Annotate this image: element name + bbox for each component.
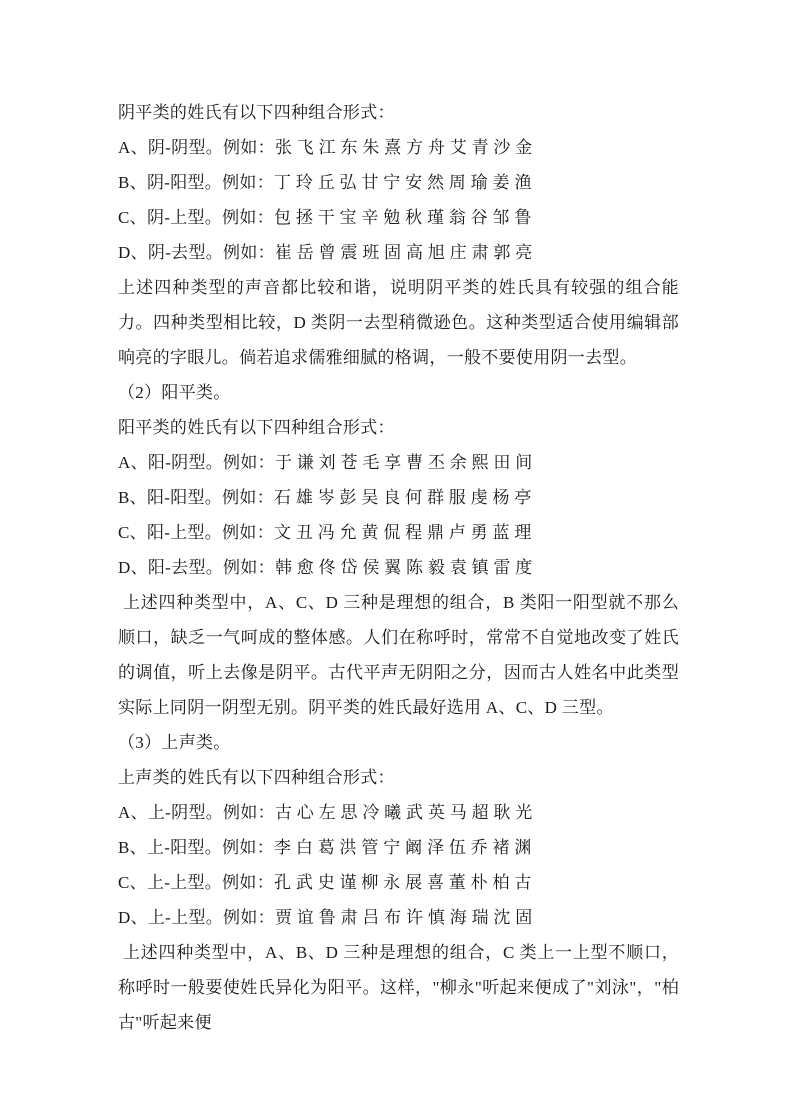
paragraph-example: B、阳-阳型。例如：石 雄 岑 彭 吴 良 何 群 服 虔 杨 亭 — [118, 488, 532, 507]
paragraph-example: B、上-阳型。例如：李 白 葛 洪 管 宁 阚 泽 伍 乔 褚 渊 — [118, 838, 532, 857]
document-text-block — [118, 95, 679, 1040]
paragraph-example: C、上-上型。例如：孔 武 史 谨 柳 永 展 喜 董 朴 柏 古 — [118, 873, 532, 892]
paragraph-example: A、上-阴型。例如：古 心 左 思 冷 曦 武 英 马 超 耿 光 — [118, 803, 533, 822]
paragraph-example: D、上-上型。例如：贾 谊 鲁 肃 吕 布 许 慎 海 瑞 沈 固 — [118, 908, 533, 927]
paragraph-example: C、阴-上型。例如：包 拯 干 宝 辛 勉 秋 瑾 翁 谷 邹 鲁 — [118, 208, 532, 227]
paragraph-heading: （2）阳平类。 — [118, 383, 231, 402]
paragraph-body: 上述四种类型中，A、B、D 三种是理想的组合，C 类上一上型不顺口，称呼时一般要使姓氏异化为阳平。这样，"柳永"听起来便成了"刘泳"，"柏古"听起来便 — [118, 943, 679, 1032]
paragraph-example: D、阳-去型。例如：韩 愈 佟 岱 侯 翼 陈 毅 袁 镇 雷 度 — [118, 558, 533, 577]
paragraph-example: C、阳-上型。例如：文 丑 冯 允 黄 侃 程 鼎 卢 勇 蓝 理 — [118, 523, 532, 542]
paragraph-example: B、阴-阳型。例如：丁 玲 丘 弘 甘 宁 安 然 周 瑜 姜 渔 — [118, 173, 532, 192]
paragraph-intro: 阳平类的姓氏有以下四种组合形式： — [118, 418, 395, 437]
paragraph-body: 上述四种类型中，A、C、D 三种是理想的组合，B 类阳一阳型就不那么顺口，缺乏一气呵成的整体感。人们在称呼时，常常不自觉地改变了姓氏的调值，听上去像是阴平。古代平声无阴阳之分，因而古人姓名中此类型实际上同阴一阴型无别。阴平类的姓氏最好选用 A、C、D 三型。 — [118, 593, 679, 717]
paragraph-body: 上述四种类型的声音都比较和谐，说明阴平类的姓氏具有较强的组合能力。四种类型相比较，D 类阴一去型稍微逊色。这种类型适合使用编辑部响亮的字眼儿。倘若追求儒雅细腻的格调，一般不要使用阴一去型。 — [118, 278, 679, 367]
paragraph-example: A、阳-阴型。例如：于 谦 刘 苍 毛 享 曹 丕 余 熙 田 间 — [118, 453, 533, 472]
paragraph-heading: （3）上声类。 — [118, 733, 231, 752]
paragraph-example: D、阴-去型。例如：崔 岳 曾 震 班 固 高 旭 庄 肃 郭 亮 — [118, 243, 533, 262]
paragraph-intro: 阴平类的姓氏有以下四种组合形式： — [118, 103, 395, 122]
paragraph-intro: 上声类的姓氏有以下四种组合形式： — [118, 768, 395, 787]
paragraph-example: A、阴-阴型。例如：张 飞 江 东 朱 熹 方 舟 艾 青 沙 金 — [118, 138, 533, 157]
